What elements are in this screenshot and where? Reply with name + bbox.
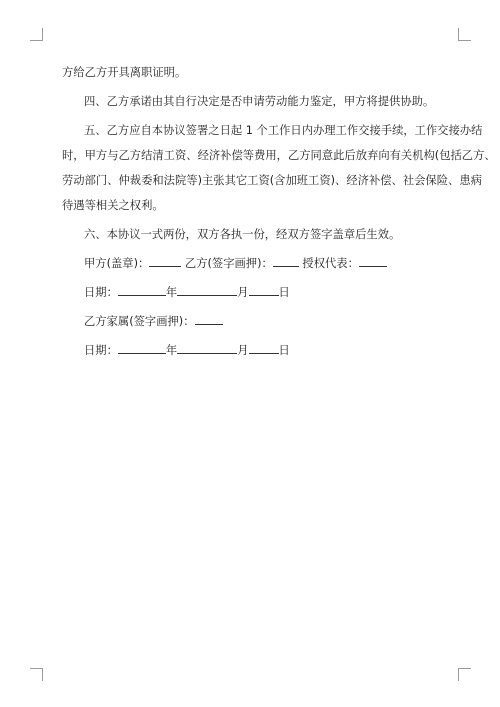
month-label: 月 <box>237 286 249 299</box>
crop-mark-bottom-left <box>30 668 43 681</box>
clause-five <box>62 122 496 214</box>
family-signature-line <box>195 313 223 325</box>
date-row-1 <box>62 284 452 301</box>
date-label: 日期： <box>84 344 118 357</box>
paragraph-continuation: 方给乙方开具离职证明。 <box>62 66 187 79</box>
month-label: 月 <box>237 344 249 357</box>
family-signature-row <box>62 313 452 330</box>
year-blank <box>118 342 166 354</box>
day-blank <box>249 284 279 296</box>
clause-five-line-3: 劳动部门、仲裁委和法院等)主张其它工资(含加班工资)、经济补偿、社会保险、患病 <box>62 174 482 187</box>
crop-mark-top-right <box>458 28 471 41</box>
month-blank <box>177 342 237 354</box>
party-a-label: 甲方(盖章)： <box>84 257 150 270</box>
family-label: 乙方家属(签字画押)： <box>84 315 195 328</box>
clause-four: 四、乙方承诺由其自行决定是否申请劳动能力鉴定，甲方将提供协助。 <box>84 95 435 108</box>
party-a-signature-line <box>149 255 181 267</box>
date-row-2 <box>62 342 452 359</box>
year-label: 年 <box>165 286 178 299</box>
crop-mark-top-left <box>30 28 43 41</box>
clause-five-line-2: 时，甲方与乙方结清工资、经济补偿等费用，乙方同意此后放弃向有关机构(包括乙方、 <box>62 149 496 162</box>
clause-five-line-4: 待遇等相关之权利。 <box>62 199 164 212</box>
year-blank <box>118 284 166 296</box>
day-label: 日 <box>278 344 290 357</box>
party-b-label: 乙方(签字画押)： <box>184 257 273 270</box>
year-label: 年 <box>165 344 178 357</box>
date-label: 日期： <box>84 286 118 299</box>
day-blank <box>249 342 279 354</box>
auth-rep-label: 授权代表： <box>302 257 359 270</box>
day-label: 日 <box>278 286 290 299</box>
clause-six: 六、本协议一式两份，双方各执一份，经双方签字盖章后生效。 <box>84 228 401 241</box>
signature-row <box>62 255 452 272</box>
auth-rep-signature-line <box>359 255 387 267</box>
document-body <box>62 64 496 359</box>
crop-mark-bottom-right <box>458 668 471 681</box>
month-blank <box>177 284 237 296</box>
party-b-signature-line <box>273 255 299 267</box>
clause-five-line-1: 五、乙方应自本协议签署之日起 1 个工作日内办理工作交接手续，工作交接办结 <box>84 124 483 137</box>
